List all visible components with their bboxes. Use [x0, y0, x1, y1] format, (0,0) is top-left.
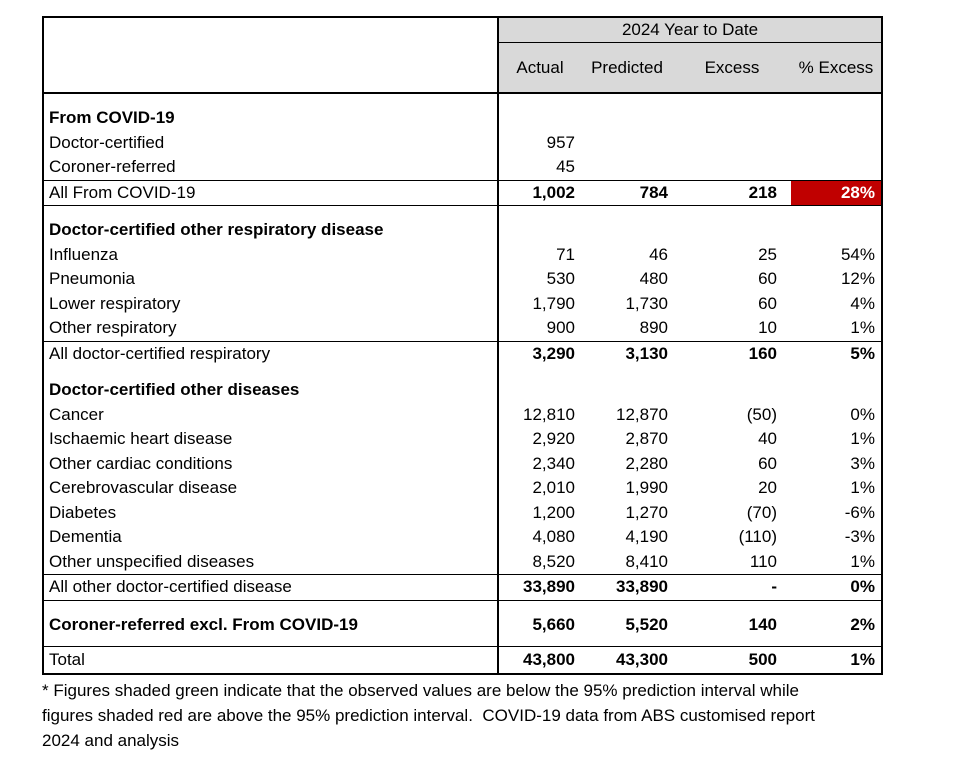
cell-actual: 45	[556, 157, 575, 177]
cell-label: All other doctor-certified disease	[43, 575, 498, 601]
cell-predicted: 46	[649, 244, 668, 264]
cell-excess: 40	[758, 429, 777, 449]
cell-label: Lower respiratory	[43, 292, 498, 317]
cell-label: Other cardiac conditions	[43, 452, 498, 477]
cell-actual: 8,520	[532, 551, 575, 571]
cell-actual: 4,080	[532, 527, 575, 547]
cell-pct-excess: 12%	[840, 269, 875, 289]
spacer-row	[43, 600, 882, 613]
cell-excess: 25	[758, 244, 777, 264]
section-row-other-diseases	[43, 378, 882, 403]
cell-label: Doctor-certified	[43, 131, 498, 156]
cell-label: All doctor-certified respiratory	[43, 341, 498, 366]
row-lower-respiratory	[43, 292, 882, 317]
cell-actual: 5,660	[532, 614, 575, 634]
cell-label: Cancer	[43, 403, 498, 428]
cell-pct-excess: 1%	[850, 478, 875, 498]
cell-actual: 530	[546, 269, 575, 289]
summary-row-all-covid	[43, 180, 882, 206]
row-coroner-referred	[43, 155, 882, 180]
cell-predicted: 1,730	[625, 293, 668, 313]
cell-pct-excess: 1%	[850, 318, 875, 338]
cell-predicted: 43,300	[581, 647, 673, 675]
column-header-excess: Excess	[673, 43, 791, 94]
section-row-respiratory	[43, 218, 882, 243]
cell-predicted: 12,870	[616, 404, 668, 424]
cell-actual: 2,920	[532, 429, 575, 449]
cell-excess: (50)	[746, 404, 777, 424]
cell-pct-excess: 2%	[850, 614, 875, 634]
cell-label: Influenza	[43, 243, 498, 268]
row-dementia	[43, 525, 882, 550]
cell-actual: 2,340	[532, 453, 575, 473]
cell-predicted: 3,130	[581, 341, 673, 366]
cell-pct-excess: 1%	[850, 551, 875, 571]
cell-actual: 1,002	[498, 180, 581, 206]
row-diabetes	[43, 501, 882, 526]
spacer-row	[43, 206, 882, 219]
cell-label: Dementia	[43, 525, 498, 550]
cell-pct-excess: 54%	[840, 244, 875, 264]
cell-pct-excess: 0%	[791, 575, 882, 601]
corner-cell	[43, 17, 498, 93]
table-title: 2024 Year to Date	[498, 17, 882, 43]
cell-excess: 60	[758, 269, 777, 289]
cell-actual: 12,810	[523, 404, 575, 424]
column-header-predicted: Predicted	[581, 43, 673, 94]
cell-label: Pneumonia	[43, 267, 498, 292]
section-label: Doctor-certified other respiratory disease	[43, 218, 498, 243]
cell-actual: 43,800	[498, 647, 581, 675]
cell-predicted: 2,280	[625, 453, 668, 473]
cell-excess: 218	[673, 180, 791, 206]
row-pneumonia	[43, 267, 882, 292]
cell-predicted: 890	[639, 318, 668, 338]
row-influenza	[43, 243, 882, 268]
cell-pct-excess: 4%	[850, 293, 875, 313]
cell-excess: (110)	[738, 527, 777, 547]
footnote-text: * Figures shaded green indicate that the observed values are below the 95% prediction interval while figures shaded red are above the 95% prediction interval. COVID-19 data from ABS customised report 2024 and analysis	[42, 681, 820, 750]
cell-label: Coroner-referred	[43, 155, 498, 180]
cell-excess: 500	[673, 647, 791, 675]
cell-predicted: 2,870	[625, 429, 668, 449]
section-label: From COVID-19	[43, 106, 498, 131]
row-other-unspecified	[43, 550, 882, 575]
summary-row-total	[43, 647, 882, 675]
cell-predicted: 5,520	[625, 614, 668, 634]
header-group-row	[43, 17, 882, 43]
cell-label: Ischaemic heart disease	[43, 427, 498, 452]
cell-predicted: 1,990	[625, 478, 668, 498]
row-doctor-certified	[43, 131, 882, 156]
column-header-actual: Actual	[498, 43, 581, 94]
section-row-covid	[43, 106, 882, 131]
cell-label: Other respiratory	[43, 316, 498, 341]
cell-pct-excess: 1%	[850, 429, 875, 449]
cell-pct-excess: -6%	[844, 502, 875, 522]
cell-pct-excess: 3%	[850, 453, 875, 473]
cell-excess: 20	[758, 478, 777, 498]
cell-excess: -	[673, 575, 791, 601]
cell-pct-excess: -3%	[844, 527, 875, 547]
cell-excess: 160	[673, 341, 791, 366]
row-cancer	[43, 403, 882, 428]
row-cerebrovascular	[43, 476, 882, 501]
row-other-cardiac	[43, 452, 882, 477]
cell-label: All From COVID-19	[43, 180, 498, 206]
column-header-pct-excess: % Excess	[791, 43, 882, 94]
cell-excess: 60	[758, 453, 777, 473]
cell-label: Coroner-referred excl. From COVID-19	[43, 613, 498, 638]
cell-actual: 1,790	[532, 293, 575, 313]
cell-actual: 3,290	[498, 341, 581, 366]
spacer-row	[43, 637, 882, 647]
cell-pct-excess: 1%	[791, 647, 882, 675]
cell-actual: 33,890	[498, 575, 581, 601]
cell-excess: 10	[758, 318, 777, 338]
cell-excess: 110	[749, 551, 777, 571]
summary-row-coroner-excl-covid	[43, 613, 882, 638]
cell-pct-excess-highlighted: 28%	[791, 180, 882, 206]
section-label: Doctor-certified other diseases	[43, 378, 498, 403]
cell-predicted: 1,270	[625, 502, 668, 522]
cell-excess: (70)	[746, 502, 777, 522]
cell-actual: 71	[556, 244, 575, 264]
cell-actual: 900	[546, 318, 575, 338]
cell-actual: 957	[546, 132, 575, 152]
cell-predicted: 4,190	[625, 527, 668, 547]
summary-row-all-respiratory	[43, 341, 882, 366]
cell-actual: 2,010	[532, 478, 575, 498]
cell-excess: 140	[748, 614, 777, 634]
cell-label: Total	[43, 647, 498, 675]
cell-label: Cerebrovascular disease	[43, 476, 498, 501]
cell-predicted: 33,890	[581, 575, 673, 601]
cell-pct-excess: 5%	[791, 341, 882, 366]
row-ischaemic-heart-disease	[43, 427, 882, 452]
row-other-respiratory	[43, 316, 882, 341]
cell-label: Diabetes	[43, 501, 498, 526]
cell-excess: 60	[758, 293, 777, 313]
spacer-row	[43, 93, 882, 106]
cell-predicted: 784	[581, 180, 673, 206]
spacer-row	[43, 366, 882, 378]
cell-predicted: 480	[639, 269, 668, 289]
cell-predicted: 8,410	[625, 551, 668, 571]
cell-label: Other unspecified diseases	[43, 550, 498, 575]
summary-row-all-other-disease	[43, 575, 882, 601]
cell-actual: 1,200	[532, 502, 575, 522]
excess-mortality-table	[42, 16, 883, 675]
cell-pct-excess: 0%	[850, 404, 875, 424]
